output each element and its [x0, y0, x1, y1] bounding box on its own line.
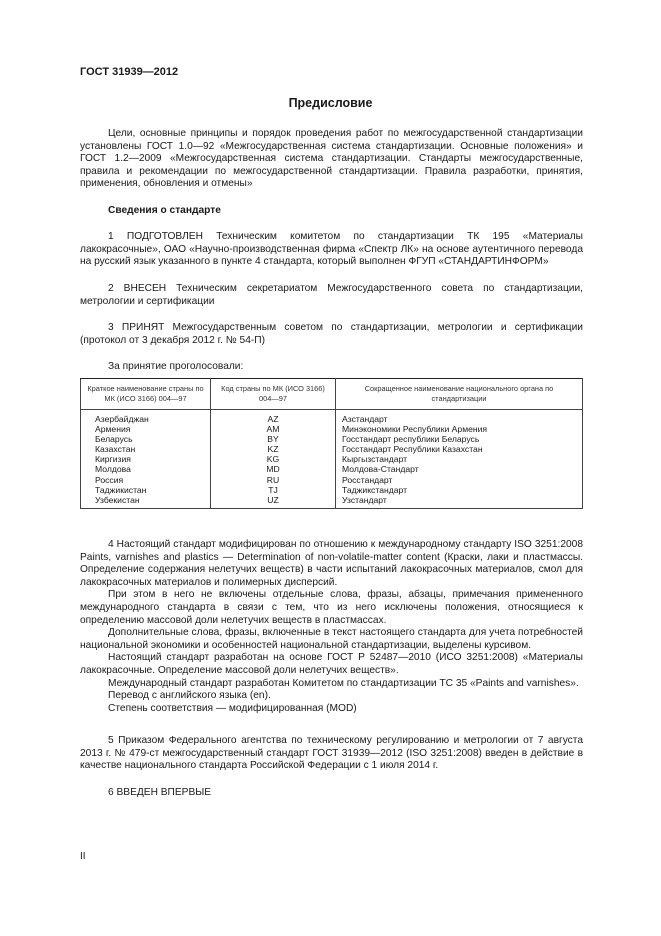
- code-cell: TJ: [211, 485, 336, 495]
- country-cell: Россия: [81, 475, 211, 485]
- table-header-row: [81, 379, 583, 410]
- item-1-paragraph: 1 ПОДГОТОВЛЕН Техническим комитетом по стандартизации ТК 195 «Материалы лакокрасочные», ОАО «Научно-производственная фирма «Спектр ЛК» на основе аутентичного перевода на русский язык указанного в пункте 4 стандарта, который выполнен ФГУП «СТАНДАРТИНФОРМ»: [80, 231, 583, 268]
- item-4-block: [80, 539, 583, 715]
- table-row: [81, 464, 583, 474]
- code-cell: AZ: [211, 410, 336, 425]
- country-cell: Молдова: [81, 464, 211, 474]
- item-5-paragraph: 5 Приказом Федерального агентства по техническому регулированию и метрологии от 7 августа 2013 г. № 479-ст межгосударственный стандарт ГОСТ 31939—2012 (ISO 3251:2008) введен в действие в качестве национального стандарта Российской Федерации с 1 июля 2014 г.: [80, 735, 583, 772]
- table-row: [81, 410, 583, 425]
- table-row: [81, 434, 583, 444]
- table-row: [81, 495, 583, 509]
- body-cell: Молдова-Стандарт: [336, 464, 583, 474]
- table-row: [81, 444, 583, 454]
- item-2-block: [80, 283, 583, 308]
- body-cell: Узстандарт: [336, 495, 583, 509]
- item-5-block: [80, 735, 583, 773]
- column-header-country: Краткое наименование страны по МК (ИСО 3166) 004—97: [81, 379, 211, 410]
- code-cell: AM: [211, 424, 336, 434]
- column-header-code: Код страны по МК (ИСО 3166) 004—97: [211, 379, 336, 410]
- section-heading: Сведения о стандарте: [108, 205, 221, 216]
- item-4-paragraph: 4 Настоящий стандарт модифицирован по отношению к международному стандарту ISO 3251:2008 Paints, varnishes and plastics — Determination of non-volatile-matter content (Краски, лаки и пластмассы. Определение содержания нелетучих веществ) в части испытаний лакокрасочных материалов, смол для лакокрасочных материалов и полимерных дисперсий.: [80, 539, 583, 588]
- table-row: [81, 475, 583, 485]
- document-code: ГОСТ 31939—2012: [80, 66, 179, 78]
- country-cell: Узбекистан: [81, 495, 211, 509]
- code-cell: MD: [211, 464, 336, 474]
- item-4-paragraph: Международный стандарт разработан Комитетом по стандартизации ТС 35 «Paints and varnishes».: [108, 677, 579, 689]
- item-4-paragraph: Степень соответствия — модифицированная (MOD): [108, 702, 357, 714]
- body-cell: Минэкономики Республики Армения: [336, 424, 583, 434]
- table-row: [81, 424, 583, 434]
- code-cell: BY: [211, 434, 336, 444]
- body-cell: Кыргызстандарт: [336, 454, 583, 464]
- body-cell: Азстандарт: [336, 410, 583, 425]
- code-cell: KG: [211, 454, 336, 464]
- item-4-paragraph: Дополнительные слова, фразы, включенные в текст настоящего стандарта для учета потребностей национальной экономики и особенностей национальной стандартизации, выделены курсивом.: [80, 627, 583, 651]
- item-3-block: [80, 322, 583, 347]
- item-4-paragraph: При этом в него не включены отдельные слова, фразы, абзацы, примечания примененного международного стандарта в связи с тем, что из него исключены положения, относящиеся к определению массовой доли нелетучих веществ в пластмассах.: [80, 589, 583, 626]
- intro-paragraph: Цели, основные принципы и порядок проведения работ по межгосударственной стандартизации установлены ГОСТ 1.0—92 «Межгосударственная система стандартизации. Основные положения» и ГОСТ 1.2—2009 «Межгосударственная система стандартизации. Стандарты межгосударственные, правила и рекомендации по межгосударственной стандартизации. Правила разработки, принятия, применения, обновления и отмены»: [80, 128, 583, 190]
- body-cell: Госстандарт республики Беларусь: [336, 434, 583, 444]
- code-cell: RU: [211, 475, 336, 485]
- vote-label: За принятие проголосовали:: [108, 361, 244, 372]
- item-3-paragraph: 3 ПРИНЯТ Межгосударственным советом по стандартизации, метрологии и сертификации (протокол от 3 декабря 2012 г. № 54-П): [80, 322, 583, 346]
- country-cell: Азербайджан: [81, 410, 211, 425]
- body-cell: Таджикстандарт: [336, 485, 583, 495]
- item-4-paragraph: Настоящий стандарт разработан на основе ГОСТ Р 52487—2010 (ИСО 3251:2008) «Материалы лакокрасочные. Определение массовой доли нелетучих веществ».: [80, 652, 583, 676]
- country-cell: Армения: [81, 424, 211, 434]
- country-cell: Киргизия: [81, 454, 211, 464]
- section-heading-block: [80, 205, 583, 218]
- country-cell: Казахстан: [81, 444, 211, 454]
- item-2-paragraph: 2 ВНЕСЕН Техническим секретариатом Межгосударственного совета по стандартизации, метрологии и сертификации: [80, 283, 583, 307]
- item-4-paragraph: Перевод с английского языка (en).: [108, 690, 271, 702]
- body-cell: Росстандарт: [336, 475, 583, 485]
- country-cell: Беларусь: [81, 434, 211, 444]
- item-6-block: [80, 787, 583, 800]
- intro-block: [80, 128, 583, 191]
- voting-table: [80, 378, 583, 509]
- column-header-body: Сокращенное наименование национального органа по стандартизации: [336, 379, 583, 410]
- item-1-block: [80, 231, 583, 269]
- body-cell: Госстандарт Республики Казахстан: [336, 444, 583, 454]
- page-title: Предисловие: [288, 96, 373, 110]
- item-6-paragraph: 6 ВВЕДЕН ВПЕРВЫЕ: [108, 787, 212, 798]
- page-number: II: [80, 851, 86, 862]
- vote-label-block: [80, 361, 583, 374]
- table-row: [81, 485, 583, 495]
- country-cell: Таджикистан: [81, 485, 211, 495]
- table-row: [81, 454, 583, 464]
- code-cell: UZ: [211, 495, 336, 509]
- code-cell: KZ: [211, 444, 336, 454]
